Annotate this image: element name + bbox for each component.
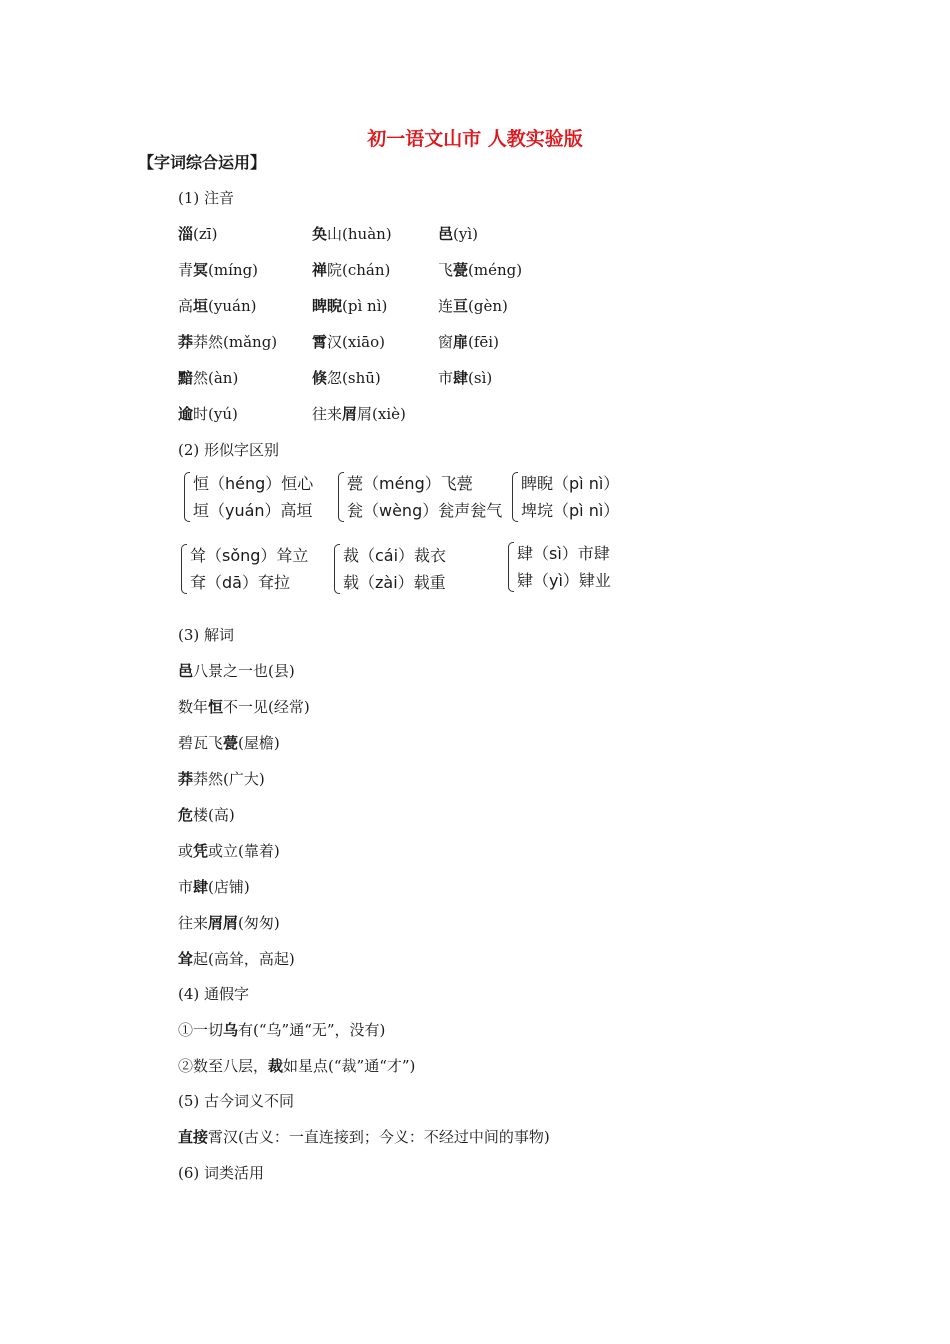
zhuyin-entry-bold: 冥 <box>193 261 209 279</box>
xingsi-group <box>512 470 619 524</box>
zhuyin-entry-prefix: 高 <box>178 297 194 315</box>
jieci-item-bold: 甍 <box>223 734 239 752</box>
zhuyin-entry-text: 屑(xiè) <box>357 405 406 423</box>
zhuyin-entry-text: 院(chán) <box>327 261 391 279</box>
jieci-item-bold: 莽 <box>178 770 194 788</box>
gujin-bold: 直接 <box>178 1128 209 1146</box>
jieci-item-prefix: 或 <box>178 842 194 860</box>
zhuyin-entry <box>438 368 492 388</box>
tongjia-item-text: 如星点(“裁”通“才”) <box>283 1057 416 1075</box>
jieci-item <box>178 661 295 681</box>
zhuyin-entry-bold: 肆 <box>453 369 469 387</box>
zhuyin-entry-bold: 睥睨 <box>312 297 343 315</box>
zhuyin-entry-text: (yuán) <box>208 297 257 315</box>
xingsi-line: 瓮（wèng）瓮声瓮气 <box>347 501 503 520</box>
zhuyin-entry <box>438 224 478 244</box>
brace-icon <box>338 472 344 522</box>
jieci-item-prefix: 市 <box>178 878 194 896</box>
jieci-item-prefix: 数年 <box>178 698 209 716</box>
jieci-item-text: (匆匆) <box>238 914 280 932</box>
xingsi-line: 载（zài）载重 <box>343 573 446 592</box>
zhuyin-entry-bold: 淄 <box>178 225 194 243</box>
brace-icon <box>184 472 190 522</box>
gujin-item <box>178 1127 550 1147</box>
tongjia-item <box>178 1056 415 1076</box>
zhuyin-entry-text: (yì) <box>453 225 478 243</box>
zhuyin-entry <box>312 260 390 280</box>
zhuyin-entry-prefix: 窗 <box>438 333 454 351</box>
jieci-item <box>178 733 280 753</box>
xingsi-line: 肄（yì）肄业 <box>517 571 611 590</box>
zhuyin-entry-bold: 亘 <box>453 297 469 315</box>
zhuyin-entry-text: 然(àn) <box>193 369 239 387</box>
xingsi-line: 裁（cái）裁衣 <box>343 546 447 565</box>
xingsi-group <box>181 542 308 596</box>
tongjia-item-bold: 裁 <box>268 1057 284 1075</box>
tongjia-item-prefix: ①一切 <box>178 1021 224 1039</box>
section-header: 【字词综合运用】 <box>138 153 267 172</box>
zhuyin-entry-bold: 霄 <box>312 333 328 351</box>
zhuyin-entry-text: (sì) <box>468 369 493 387</box>
zhuyin-entry-prefix: 连 <box>438 297 454 315</box>
zhuyin-entry <box>312 296 387 316</box>
document-title: 初一语文山市 人教实验版 <box>367 128 583 150</box>
zhuyin-entry <box>438 296 508 316</box>
zhuyin-entry-text: 忽(shū) <box>327 369 381 387</box>
zhuyin-entry-text: (méng) <box>468 261 523 279</box>
xingsi-line: 埤垸（pì nì） <box>521 501 620 520</box>
zhuyin-entry-prefix: 飞 <box>438 261 454 279</box>
xingsi-line: 恒（héng）恒心 <box>193 474 314 493</box>
jieci-item <box>178 913 280 933</box>
jieci-item <box>178 949 295 969</box>
zhuyin-entry-text: (pì nì) <box>342 297 388 315</box>
zhuyin-entry <box>312 404 406 424</box>
xingsi-line: 耸（sǒng）耸立 <box>190 546 309 565</box>
jieci-item-bold: 肆 <box>193 878 209 896</box>
zhuyin-entry-text: (fēi) <box>468 333 499 351</box>
jieci-item-prefix: 往来 <box>178 914 209 932</box>
zhuyin-entry-text: (míng) <box>208 261 259 279</box>
zhuyin-entry-bold: 扉 <box>453 333 469 351</box>
zhuyin-entry-bold: 逾 <box>178 405 194 423</box>
tongjia-item-prefix: ②数至八层， <box>178 1057 269 1075</box>
zhuyin-entry-text: (zī) <box>193 225 218 243</box>
jieci-item-prefix: 碧瓦飞 <box>178 734 224 752</box>
zhuyin-entry <box>438 260 522 280</box>
xingsi-line: 睥睨（pì nì） <box>521 474 620 493</box>
heading-gujin: (5) 古今词义不同 <box>178 1092 295 1110</box>
gujin-text: 霄汉(古义：一直连接到；今义：不经过中间的事物) <box>208 1128 550 1146</box>
zhuyin-entry-text: 山(huàn) <box>327 225 392 243</box>
zhuyin-entry-bold: 邑 <box>438 225 454 243</box>
zhuyin-entry-bold: 倏 <box>312 369 328 387</box>
heading-xingsi: (2) 形似字区别 <box>178 441 280 459</box>
zhuyin-entry <box>178 296 256 316</box>
jieci-item-bold: 耸 <box>178 950 194 968</box>
zhuyin-entry <box>178 260 258 280</box>
jieci-item <box>178 769 265 789</box>
jieci-item-text: 不一见(经常) <box>223 698 310 716</box>
brace-icon <box>512 472 518 522</box>
xingsi-group <box>338 470 502 524</box>
zhuyin-entry-prefix: 青 <box>178 261 194 279</box>
jieci-item-bold: 危 <box>178 806 194 824</box>
jieci-item <box>178 697 310 717</box>
jieci-item-text: 八景之一也(县) <box>193 662 295 680</box>
brace-icon <box>334 544 340 594</box>
zhuyin-entry-bold: 禅 <box>312 261 328 279</box>
jieci-item <box>178 877 250 897</box>
jieci-item-text: 楼(高) <box>193 806 235 824</box>
zhuyin-entry <box>312 224 392 244</box>
xingsi-line: 耷（dā）耷拉 <box>190 573 290 592</box>
zhuyin-entry-bold: 莽 <box>178 333 194 351</box>
heading-cilei: (6) 词类活用 <box>178 1164 265 1182</box>
zhuyin-entry-text: 莽然(mǎng) <box>193 333 278 351</box>
heading-tongjia: (4) 通假字 <box>178 985 250 1003</box>
zhuyin-entry-text: (gèn) <box>468 297 508 315</box>
brace-icon <box>508 542 514 592</box>
brace-icon <box>181 544 187 594</box>
zhuyin-entry-prefix: 往来 <box>312 405 343 423</box>
tongjia-item <box>178 1020 385 1040</box>
zhuyin-entry <box>178 368 238 388</box>
jieci-item-text: 或立(靠着) <box>208 842 280 860</box>
xingsi-line: 垣（yuán）高垣 <box>193 501 313 520</box>
zhuyin-entry-text: 时(yú) <box>193 405 238 423</box>
zhuyin-entry-bold: 奂 <box>312 225 328 243</box>
zhuyin-entry-bold: 垣 <box>193 297 209 315</box>
xingsi-line: 肆（sì）市肆 <box>517 544 610 563</box>
zhuyin-entry-bold: 甍 <box>453 261 469 279</box>
zhuyin-entry <box>312 368 381 388</box>
jieci-item-text: (店铺) <box>208 878 250 896</box>
jieci-item <box>178 805 235 825</box>
jieci-item-bold: 恒 <box>208 698 224 716</box>
jieci-item-text: 起(高耸，高起) <box>193 950 295 968</box>
xingsi-group <box>184 470 313 524</box>
heading-jieci: (3) 解词 <box>178 626 235 644</box>
heading-zhuyin: (1) 注音 <box>178 189 235 207</box>
zhuyin-entry <box>312 332 385 352</box>
jieci-item-bold: 屑屑 <box>208 914 239 932</box>
zhuyin-entry <box>178 404 238 424</box>
zhuyin-entry-bold: 屑 <box>342 405 358 423</box>
jieci-item-bold: 邑 <box>178 662 194 680</box>
zhuyin-entry <box>178 224 217 244</box>
xingsi-group <box>508 540 611 594</box>
xingsi-line: 甍（méng）飞甍 <box>347 474 473 493</box>
jieci-item <box>178 841 280 861</box>
jieci-item-text: (屋檐) <box>238 734 280 752</box>
jieci-item-text: 莽然(广大) <box>193 770 265 788</box>
zhuyin-entry-text: 汉(xiāo) <box>327 333 385 351</box>
xingsi-group <box>334 542 446 596</box>
tongjia-item-text: 有(“乌”通“无”，没有) <box>238 1021 386 1039</box>
zhuyin-entry <box>438 332 499 352</box>
zhuyin-entry-bold: 黯 <box>178 369 194 387</box>
jieci-item-bold: 凭 <box>193 842 209 860</box>
zhuyin-entry-prefix: 市 <box>438 369 454 387</box>
tongjia-item-bold: 乌 <box>223 1021 239 1039</box>
zhuyin-entry <box>178 332 277 352</box>
